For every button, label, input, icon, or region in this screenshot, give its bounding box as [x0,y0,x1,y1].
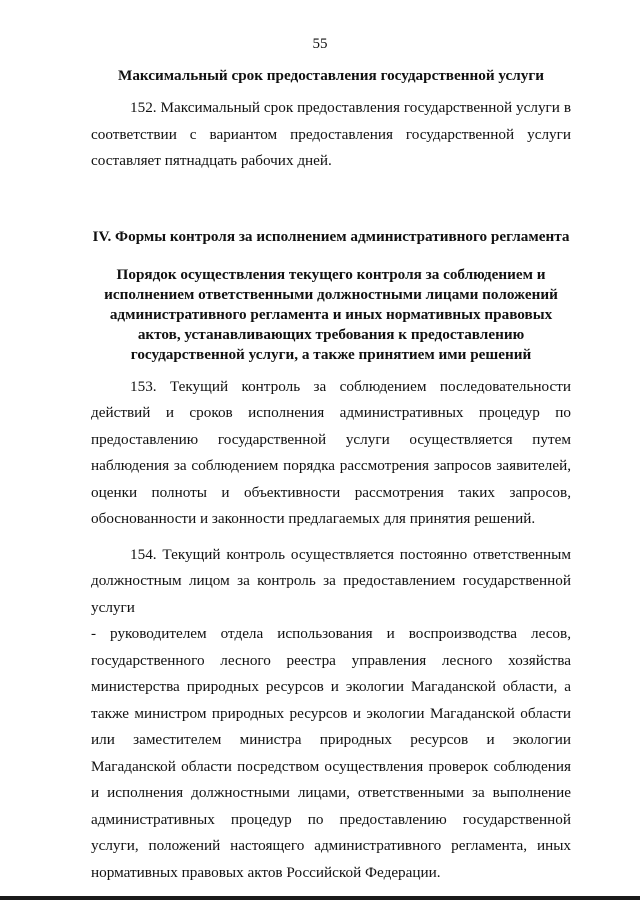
paragraph-153: 153. Текущий контроль за соблюдением последовательности действий и сроков исполнения административных процедур по предоставлению государственной услуги осуществляется путем наблюдения за соблюдением порядка рассмотрения запросов заявителей, оценки полноты и объективности рассмотрения таких запросов, обоснованности и законности предлагаемых для принятия решений. [91,377,571,527]
page-number: 55 [312,36,328,52]
spacer [91,247,571,265]
page-bottom-border [0,896,640,900]
spacer [91,365,571,374]
paragraph-154-list-item: - руководителем отдела использования и воспроизводства лесов, государственного лесного реестра управления лесного хозяйства министерства природных ресурсов и экологии Магаданской области, а также министром природных ресурсов и экологии Магаданской области или заместителем министра природных ресурсов и экологии Магаданской области посредством осуществления проверок соблюдения и исполнения должностными лицами, ответственными за выполнение административных процедур по предоставлению государственной услуги, положений настоящего административного регламента, иных нормативных правовых актов Российской Федерации. [91,625,571,881]
spacer [91,533,571,542]
subheading-current-control: Порядок осуществления текущего контроля за соблюдением и исполнением ответственными должностными лицами положений административного регламента и иных нормативных правовых актов, устанавливающих требования к предоставлению государственной услуги, а также принятием ими решений [104,265,558,363]
page-content [91,66,571,886]
spacer [91,175,571,227]
chapter-heading-iv: IV. Формы контроля за исполнением административного регламента [92,227,570,245]
spacer [91,86,571,95]
section-heading-max-term: Максимальный срок предоставления государственной услуги [118,67,544,84]
paragraph-152: 152. Максимальный срок предоставления государственной услуги в соответствии с вариантом предоставления государственной услуги составляет пятнадцать рабочих дней. [91,99,571,169]
paragraph-154: 154. Текущий контроль осуществляется постоянно ответственным должностным лицом за контроль за предоставлением государственной услуги [91,545,571,616]
